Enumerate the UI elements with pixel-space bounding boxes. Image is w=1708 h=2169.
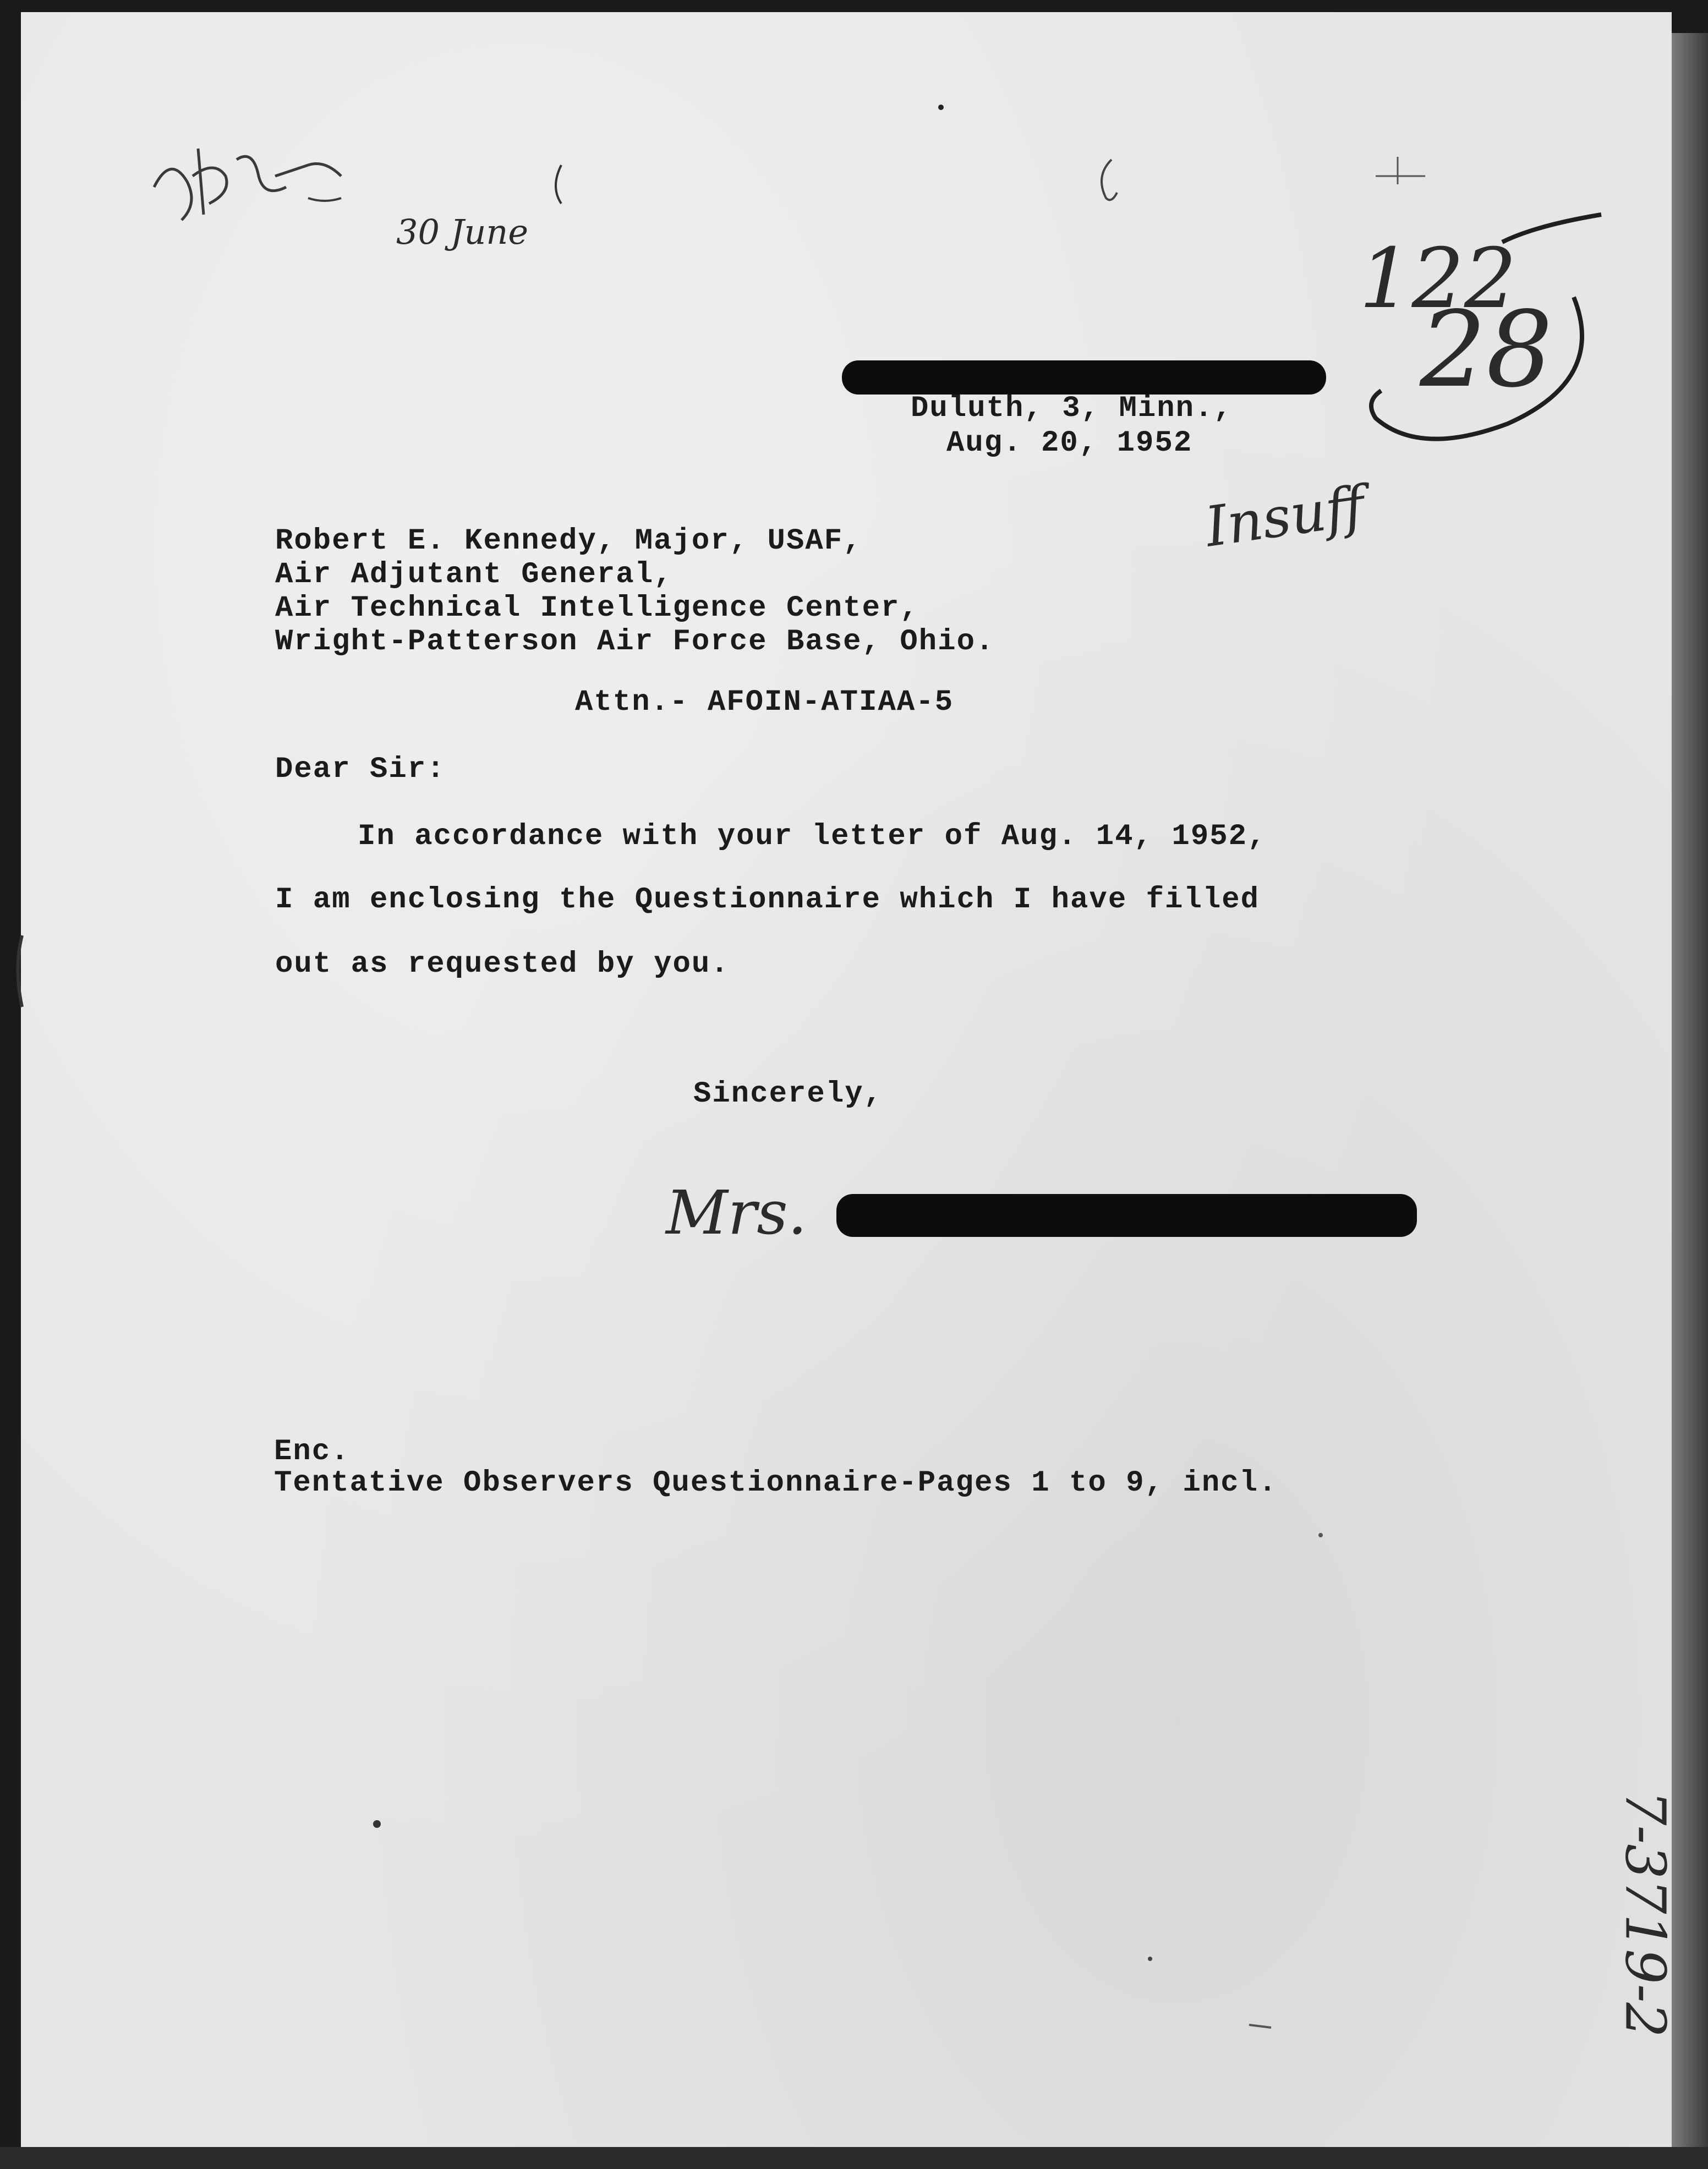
handwritten-insufficient-note: Insuff [1201, 473, 1369, 560]
recipient-line-1: Robert E. Kennedy, Major, USAF, [275, 524, 862, 558]
enclosure-item: Tentative Observers Questionnaire-Pages 1 to 9, incl. [274, 1466, 1278, 1500]
salutation: Dear Sir: [275, 753, 446, 786]
sender-city: Duluth, 3, Minn., [911, 392, 1233, 425]
handwritten-date-note: 30 June [396, 212, 529, 252]
signature-prefix: Mrs. [666, 1177, 807, 1248]
page-number-circled: 28 [1420, 289, 1553, 410]
body-line-3: out as requested by you. [275, 947, 730, 981]
page-number-top: 122 [1359, 231, 1517, 327]
letter-date: Aug. 20, 1952 [946, 426, 1193, 460]
recipient-line-3: Air Technical Intelligence Center, [275, 591, 919, 625]
side-file-number: 7-3719-2 [1613, 1790, 1678, 2038]
body-line-1: In accordance with your letter of Aug. 14, 1952, [358, 820, 1267, 853]
recipient-line-4: Wright-Patterson Air Force Base, Ohio. [275, 625, 995, 659]
enclosure-label: Enc. [274, 1435, 350, 1469]
closing: Sincerely, [693, 1077, 883, 1111]
attention-line: Attn.- AFOIN-ATIAA-5 [575, 686, 954, 719]
body-line-2: I am enclosing the Questionnaire which I have filled [275, 883, 1260, 917]
recipient-line-2: Air Adjutant General, [275, 558, 673, 591]
